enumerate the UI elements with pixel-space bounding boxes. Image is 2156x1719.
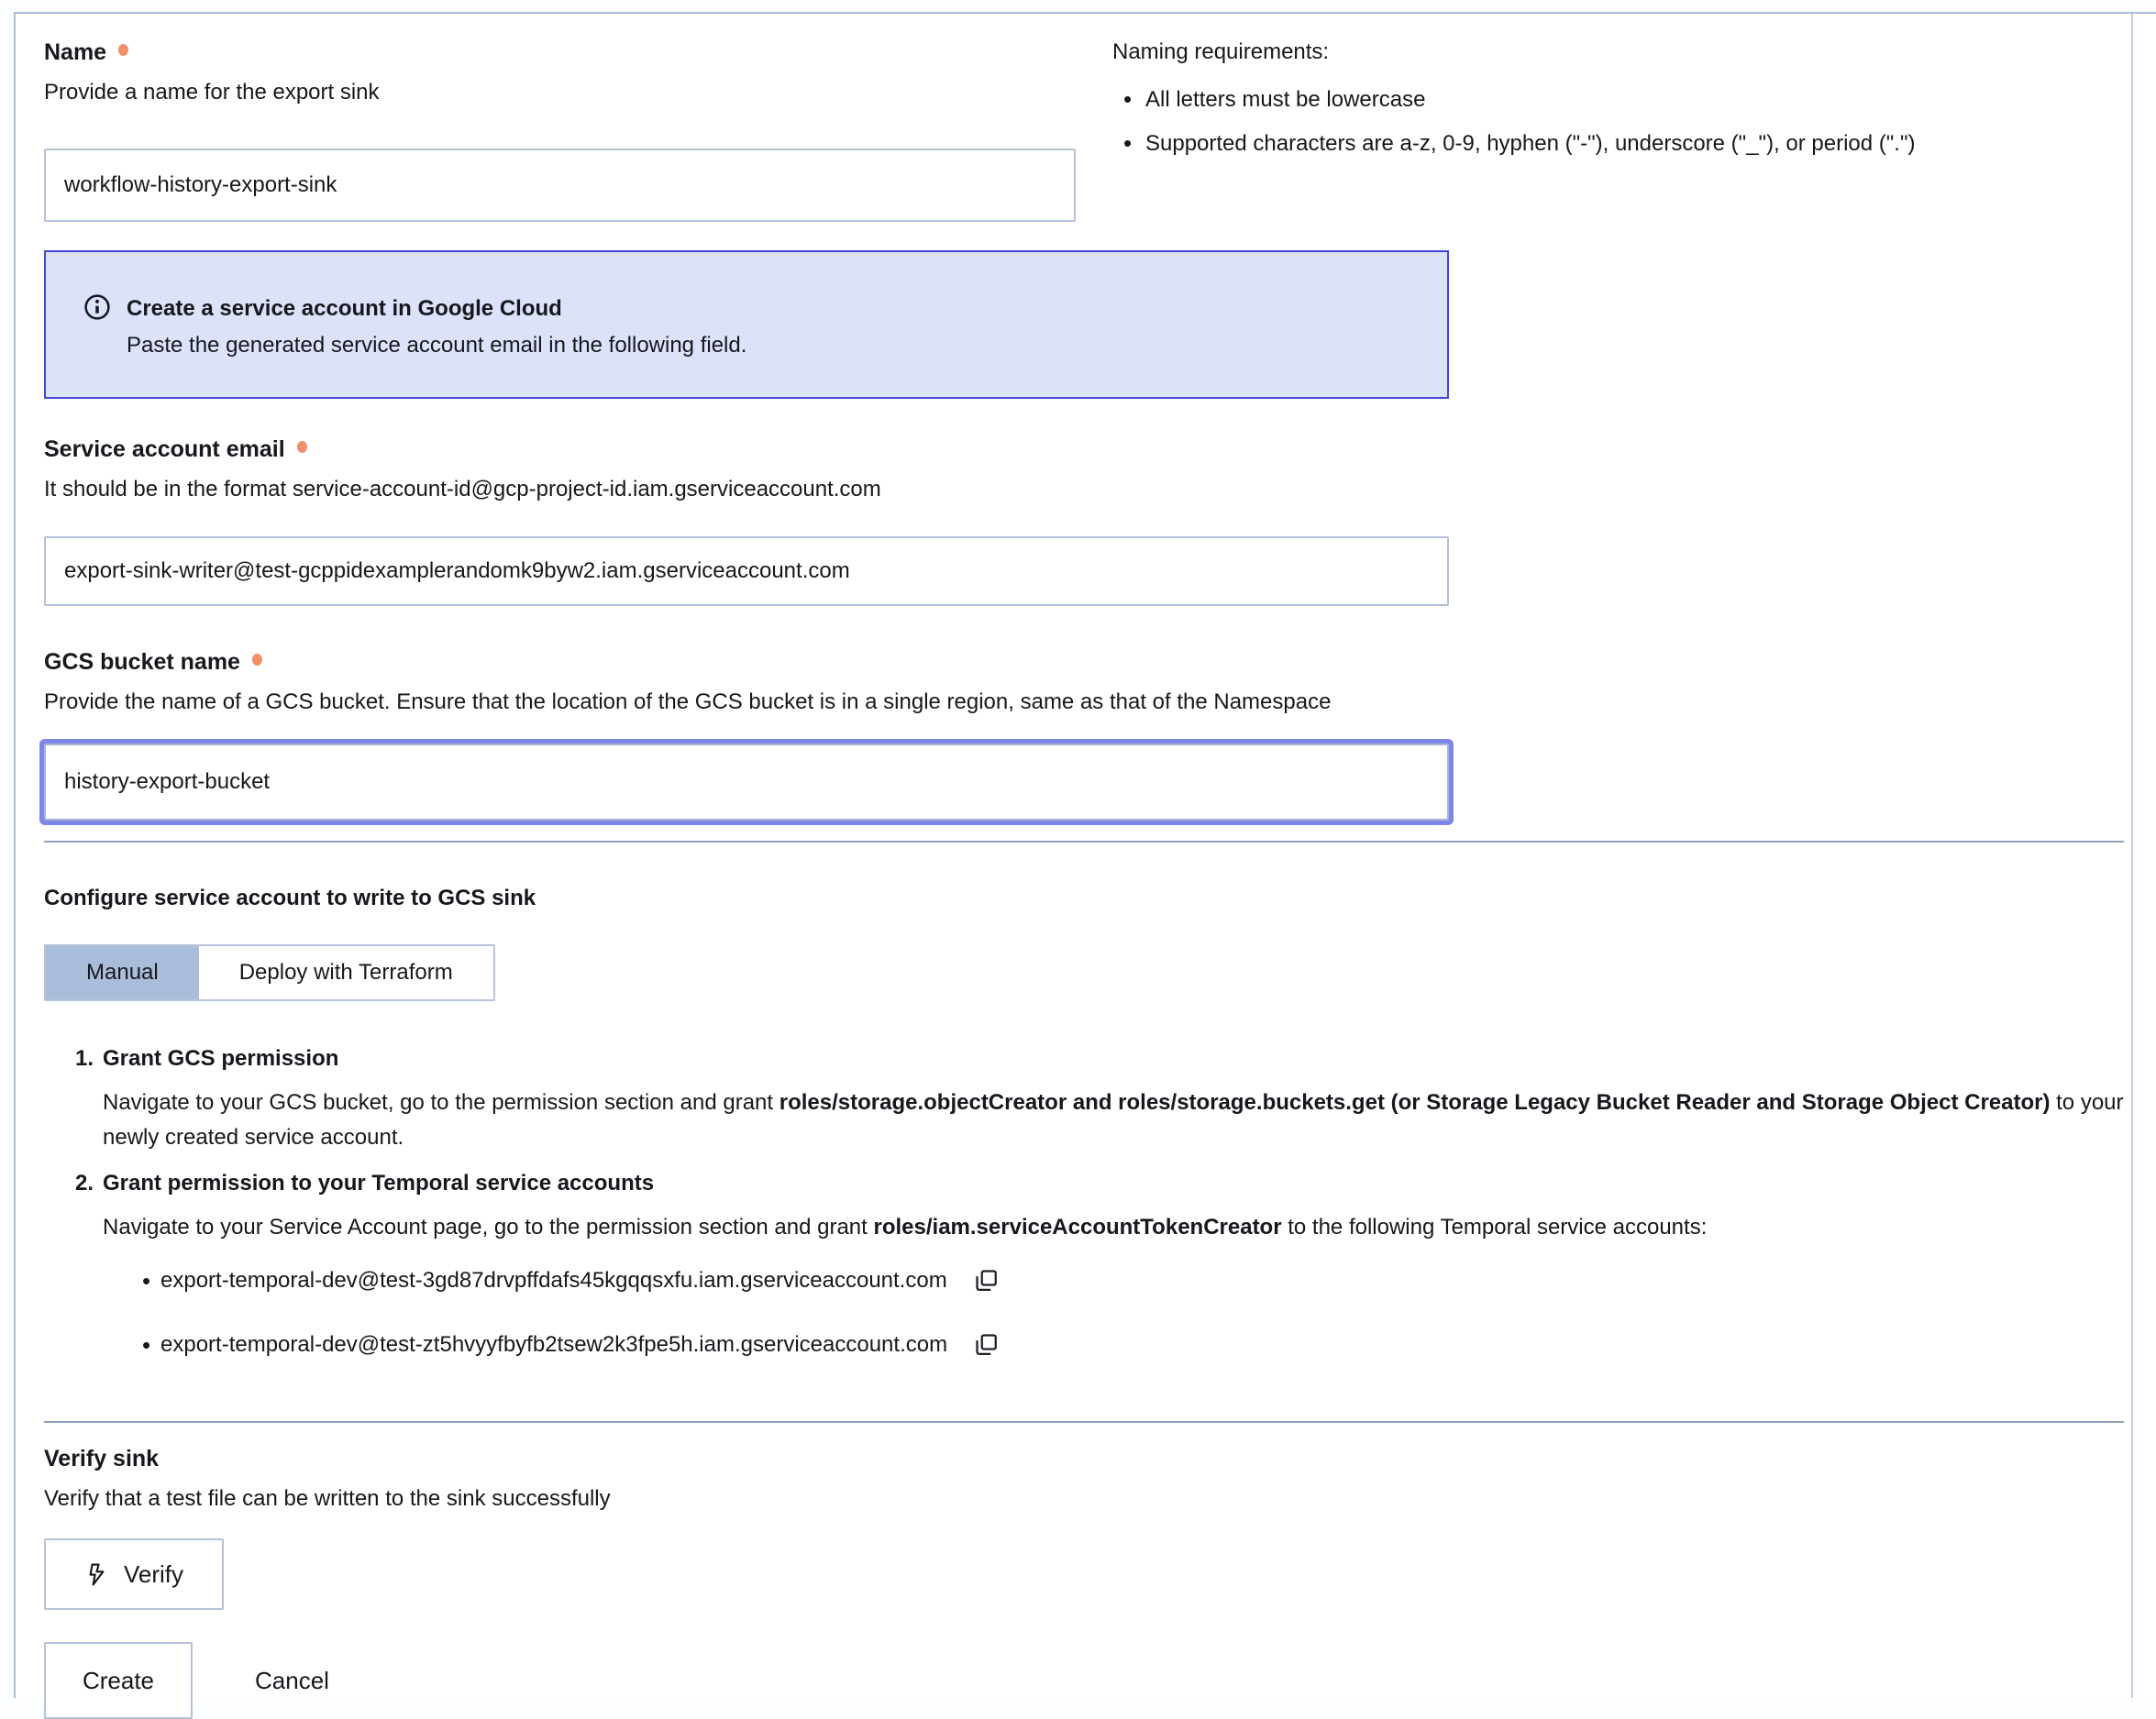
configure-section-title: Configure service account to write to GCS sink <box>44 886 536 910</box>
create-button-label: Create <box>82 1666 155 1694</box>
list-item <box>142 1329 2124 1361</box>
step-body: Navigate to your Service Account page, go to the permission section and grant roles/iam.serviceAccountTokenCreator to the following Temporal service accounts: <box>103 1215 1708 1240</box>
info-icon <box>83 292 112 322</box>
service-account-label: Service account email <box>44 436 285 462</box>
manual-steps <box>44 1045 2124 1361</box>
tab-deploy-with-terraform[interactable]: Deploy with Terraform <box>238 960 453 985</box>
cancel-button-label: Cancel <box>255 1666 329 1694</box>
create-button[interactable] <box>44 1642 193 1719</box>
form-actions <box>44 1642 2124 1719</box>
step-title: Grant GCS permission <box>103 1046 339 1071</box>
copy-button[interactable] <box>971 1330 1001 1360</box>
step-number: 2. <box>74 1171 94 1196</box>
info-banner <box>44 250 1449 399</box>
export-sink-form-card <box>14 12 2156 1698</box>
required-indicator <box>118 44 128 56</box>
step-title: Grant permission to your Temporal service accounts <box>103 1171 655 1196</box>
required-indicator <box>297 441 307 453</box>
name-label: Name <box>44 39 107 65</box>
bucket-name-input[interactable] <box>44 744 1449 821</box>
temporal-service-account-email: • export-temporal-dev@test-zt5hvyyfbyfb2tsew2k3fpe5h.iam.gserviceaccount.com <box>160 1332 948 1357</box>
bucket-description: Provide the name of a GCS bucket. Ensure that the location of the GCS bucket is in a single region, same as that of the Namespace <box>44 689 1332 714</box>
name-field-label-row <box>44 39 1076 66</box>
cancel-button[interactable] <box>255 1642 329 1719</box>
service-account-label-row <box>44 435 2124 463</box>
step-body: Navigate to your GCS bucket, go to the permission section and grant roles/storage.objectCreator and roles/storage.buckets.get (or Storage Legacy Bucket Reader and Storage Object Creator) to your newly created service account. <box>103 1090 2124 1150</box>
temporal-service-account-email: • export-temporal-dev@test-3gd87drvpffdafs45kgqqsxfu.iam.gserviceaccount.com <box>160 1268 947 1293</box>
name-description: Provide a name for the export sink <box>44 80 380 105</box>
top-row <box>44 39 2124 222</box>
scrollbar-track[interactable] <box>2131 14 2133 1698</box>
list-item <box>142 1265 2124 1296</box>
info-banner-description: Paste the generated service account email in the following field. <box>127 333 747 358</box>
step-grant-temporal-permission <box>44 1170 2124 1245</box>
lightning-icon <box>84 1562 109 1587</box>
copy-icon <box>972 1331 1000 1359</box>
naming-requirements-title: Naming requirements: <box>1112 39 1330 64</box>
temporal-service-accounts-list <box>142 1265 2124 1361</box>
naming-requirements <box>1112 39 2124 174</box>
name-input[interactable] <box>44 149 1076 222</box>
verify-sink-description: Verify that a test file can be written to the sink successfully <box>44 1486 611 1511</box>
service-account-email-input[interactable] <box>44 536 1449 606</box>
verify-button[interactable] <box>44 1538 224 1610</box>
info-banner-title: Create a service account in Google Cloud <box>127 296 562 321</box>
bucket-label: GCS bucket name <box>44 649 240 675</box>
naming-requirement-item: • All letters must be lowercase <box>1123 86 2124 114</box>
required-indicator <box>252 654 262 666</box>
naming-requirement-item: • Supported characters are a-z, 0-9, hyphen ("-"), underscore ("_"), or period (".") <box>1123 130 2124 158</box>
section-divider <box>44 841 2124 843</box>
configure-tabs <box>44 944 495 1001</box>
verify-button-label: Verify <box>123 1559 184 1588</box>
copy-button[interactable] <box>971 1266 1001 1295</box>
service-account-description: It should be in the format service-account-id@gcp-project-id.iam.gserviceaccount.com <box>44 477 881 501</box>
bucket-label-row <box>44 648 2124 676</box>
copy-icon <box>972 1267 1000 1295</box>
section-divider <box>44 1421 2124 1423</box>
tab-manual[interactable]: Manual <box>46 946 199 999</box>
step-number: 1. <box>74 1046 94 1071</box>
step-grant-gcs-permission <box>44 1045 2124 1155</box>
verify-sink-title: Verify sink <box>44 1446 160 1471</box>
